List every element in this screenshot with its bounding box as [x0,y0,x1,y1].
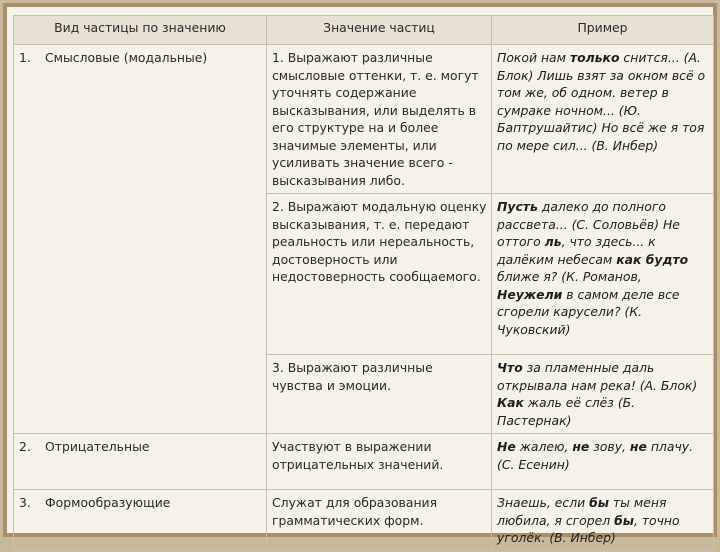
row-number: 3. [19,495,31,510]
particle-highlight: как будто [616,251,689,267]
example-text: плачу. (С. Есенин) [497,439,694,472]
example-cell [492,194,714,355]
example-text: Знаешь, если [497,495,590,510]
type-cell [14,45,267,434]
example-text: далеко до полного рассвета... (С. Соловьёв) Не оттого [497,199,680,249]
particle-highlight: только [569,50,620,65]
particle-highlight: Не [497,439,516,454]
table-row [14,434,714,490]
row-number: 1. [19,50,31,65]
example-cell [492,490,714,552]
header-row [14,16,714,45]
type-cell [14,490,267,552]
meaning-cell: Служат для образования грамматических форм. [267,490,492,552]
example-text: Покой нам [497,50,570,65]
example-cell [492,355,714,434]
particle-highlight: бы [614,512,634,528]
particle-highlight: Неужели [497,286,563,302]
example-cell [492,45,714,194]
particle-highlight: Пусть [497,199,538,214]
example-text: жалею, [515,439,573,454]
particle-highlight: бы [589,495,609,510]
example-text: ближе я? (К. Романов, [497,269,642,284]
header-example: Пример [492,16,714,45]
particle-highlight: не [572,439,590,454]
type-label: Отрицательные [45,439,150,454]
type-label: Смысловые (модальные) [45,50,208,65]
particle-highlight: Что [497,360,523,375]
particle-highlight: Как [497,395,524,410]
type-cell [14,434,267,490]
particle-highlight: ль [544,234,562,249]
row-number: 2. [19,439,31,454]
table-row [14,45,714,194]
example-text: зову, [589,439,630,454]
example-text: снится... (А. Блок) Лишь взят за окном всё о том же, об одном. ветер в сумраке ночном... (Ю. Баптрушайтис) Но всё же я тоя по мере сил... (В. Инбер) [497,50,706,153]
header-meaning: Значение частиц [267,16,492,45]
type-label: Формообразующие [45,495,171,510]
table-row [14,490,714,552]
header-type: Вид частицы по значению [14,16,267,45]
meaning-cell: Участвуют в выражении отрицательных значений. [267,434,492,490]
example-text: ты меня любила, я сгорел [497,495,667,528]
slide-content [7,7,713,545]
meaning-cell: 1. Выражают различные смысловые оттенки, т. е. могут уточнять содержание высказывания, или выделять в его структуре на и более значимые элементы, или усиливать значение всего - высказывания либо. [267,45,492,194]
example-text: , точно уголёк. (В. Инбер) [497,512,680,545]
meaning-cell: 2. Выражают модальную оценку высказывания, т. е. передают реальность или нереальность, достоверность или недостоверность сообщаемого. [267,194,492,355]
example-text: жаль её слёз (Б. Пастернак) [497,395,636,428]
example-cell [492,434,714,490]
meaning-cell: 3. Выражают различные чувства и эмоции. [267,355,492,434]
example-text: в самом деле все сгорели карусели? (К. Чуковский) [497,286,680,337]
particle-highlight: не [629,439,647,454]
slide-frame [3,3,717,545]
example-text: , что здесь... к далёким небесам [497,234,656,267]
particles-table [13,15,714,552]
example-text: за пламенные даль открывала нам река! (А. Блок) [497,360,698,393]
